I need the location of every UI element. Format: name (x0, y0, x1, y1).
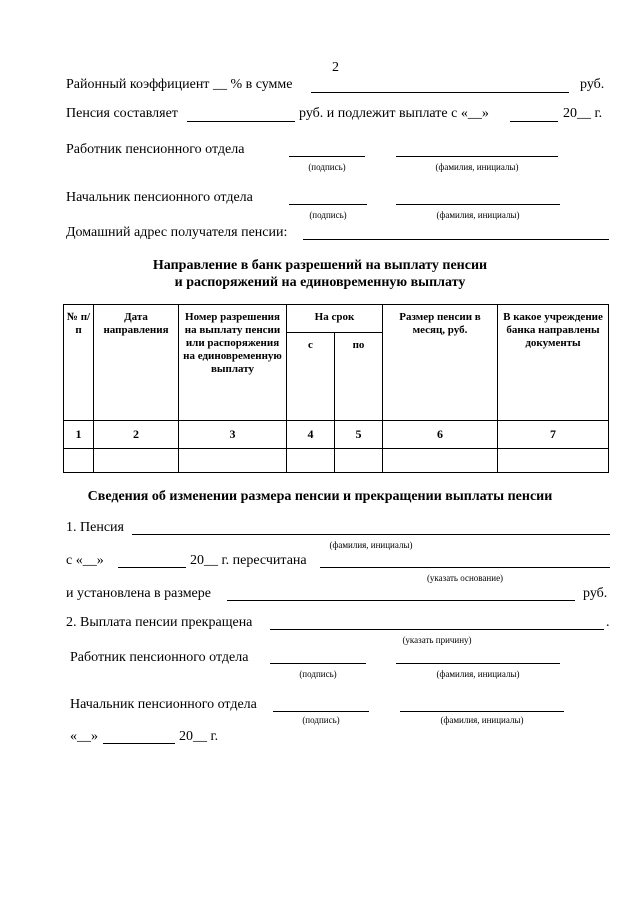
col-number-cell: 1 (64, 421, 94, 449)
chief-signature-field[interactable] (289, 204, 367, 205)
item2-reason-caption: (указать причину) (402, 635, 472, 645)
date-prefix: «__» (70, 729, 98, 744)
chief2-name-caption: (фамилия, инициалы) (440, 715, 524, 725)
empty-cell[interactable] (287, 449, 335, 473)
empty-cell[interactable] (335, 449, 383, 473)
header-number: Номер разрешения на выплату пенсии или распоряжения на единовременную выплату (179, 305, 287, 421)
col-number-cell: 7 (498, 421, 609, 449)
recalc-mid: 20__ г. пересчитана (190, 553, 307, 568)
chief2-signature-field[interactable] (273, 711, 369, 712)
section1-title-line2: и распоряжений на единовременную выплату (174, 275, 466, 290)
worker-name-caption: (фамилия, инициалы) (435, 162, 519, 172)
worker-label: Работник пенсионного отдела (66, 142, 245, 157)
chief-name-caption: (фамилия, инициалы) (436, 210, 520, 220)
pension-amount-field[interactable] (187, 121, 295, 122)
date-month-field[interactable] (103, 743, 175, 744)
worker-signature-field[interactable] (289, 156, 365, 157)
chief2-name-field[interactable] (400, 711, 564, 712)
column-numbers-row (64, 421, 609, 449)
set-label: и установлена в размере (66, 586, 211, 601)
recalc-month-field[interactable] (118, 567, 186, 568)
item1-name-caption: (фамилия, инициалы) (329, 540, 413, 550)
item2-label: 2. Выплата пенсии прекращена (66, 615, 253, 630)
page-number: 2 (332, 60, 339, 75)
recalc-reason-field[interactable] (320, 567, 610, 568)
item2-reason-field[interactable] (270, 629, 604, 630)
chief2-sign-caption: (подпись) (302, 715, 340, 725)
chief2-label: Начальник пенсионного отдела (70, 697, 257, 712)
worker-sign-caption: (подпись) (308, 162, 346, 172)
empty-cell[interactable] (64, 449, 94, 473)
header-amount: Размер пенсии в месяц, руб. (383, 305, 498, 421)
district-unit: руб. (580, 77, 605, 92)
empty-cell[interactable] (383, 449, 498, 473)
date-year: 20__ г. (179, 729, 219, 744)
worker-name-field[interactable] (396, 156, 558, 157)
set-amount-field[interactable] (227, 600, 575, 601)
pension-year: 20__ г. (563, 106, 603, 121)
col-number-cell: 5 (335, 421, 383, 449)
col-number-cell: 6 (383, 421, 498, 449)
worker2-signature-field[interactable] (270, 663, 366, 664)
header-to: по (335, 333, 383, 421)
header-from: с (287, 333, 335, 421)
pension-mid-text: руб. и подлежит выплате с «__» (299, 106, 489, 121)
district-coef-label: Районный коэффициент __ % в сумме (66, 77, 293, 92)
worker2-name-caption: (фамилия, инициалы) (436, 669, 520, 679)
section2-title: Сведения об изменении размера пенсии и прекращении выплаты пенсии (87, 489, 553, 504)
set-unit: руб. (583, 586, 608, 601)
address-label: Домашний адрес получателя пенсии: (66, 225, 288, 240)
section1-title-line1: Направление в банк разрешений на выплату пенсии (152, 258, 488, 273)
empty-cell[interactable] (94, 449, 179, 473)
header-institution: В какое учреждение банка направлены документы (498, 305, 609, 421)
empty-cell[interactable] (179, 449, 287, 473)
district-sum-field[interactable] (311, 92, 569, 93)
chief-label: Начальник пенсионного отдела (66, 190, 253, 205)
chief-sign-caption: (подпись) (309, 210, 347, 220)
table-row (64, 449, 609, 473)
col-number-cell: 4 (287, 421, 335, 449)
item1-label: 1. Пенсия (66, 520, 124, 535)
header-term: На срок (287, 305, 383, 333)
pension-label: Пенсия составляет (66, 106, 178, 121)
empty-cell[interactable] (498, 449, 609, 473)
recalc-prefix: с «__» (66, 553, 104, 568)
item1-name-field[interactable] (132, 534, 610, 535)
header-no: № п/п (64, 305, 94, 421)
worker2-label: Работник пенсионного отдела (70, 650, 249, 665)
col-number-cell: 2 (94, 421, 179, 449)
bank-directions-table (63, 304, 609, 473)
item2-end-dot: . (606, 615, 610, 630)
pension-month-field[interactable] (510, 121, 558, 122)
worker2-name-field[interactable] (396, 663, 560, 664)
header-date: Дата направления (94, 305, 179, 421)
worker2-sign-caption: (подпись) (299, 669, 337, 679)
chief-name-field[interactable] (396, 204, 560, 205)
address-field[interactable] (303, 239, 609, 240)
recalc-reason-caption: (указать основание) (426, 573, 504, 583)
col-number-cell: 3 (179, 421, 287, 449)
